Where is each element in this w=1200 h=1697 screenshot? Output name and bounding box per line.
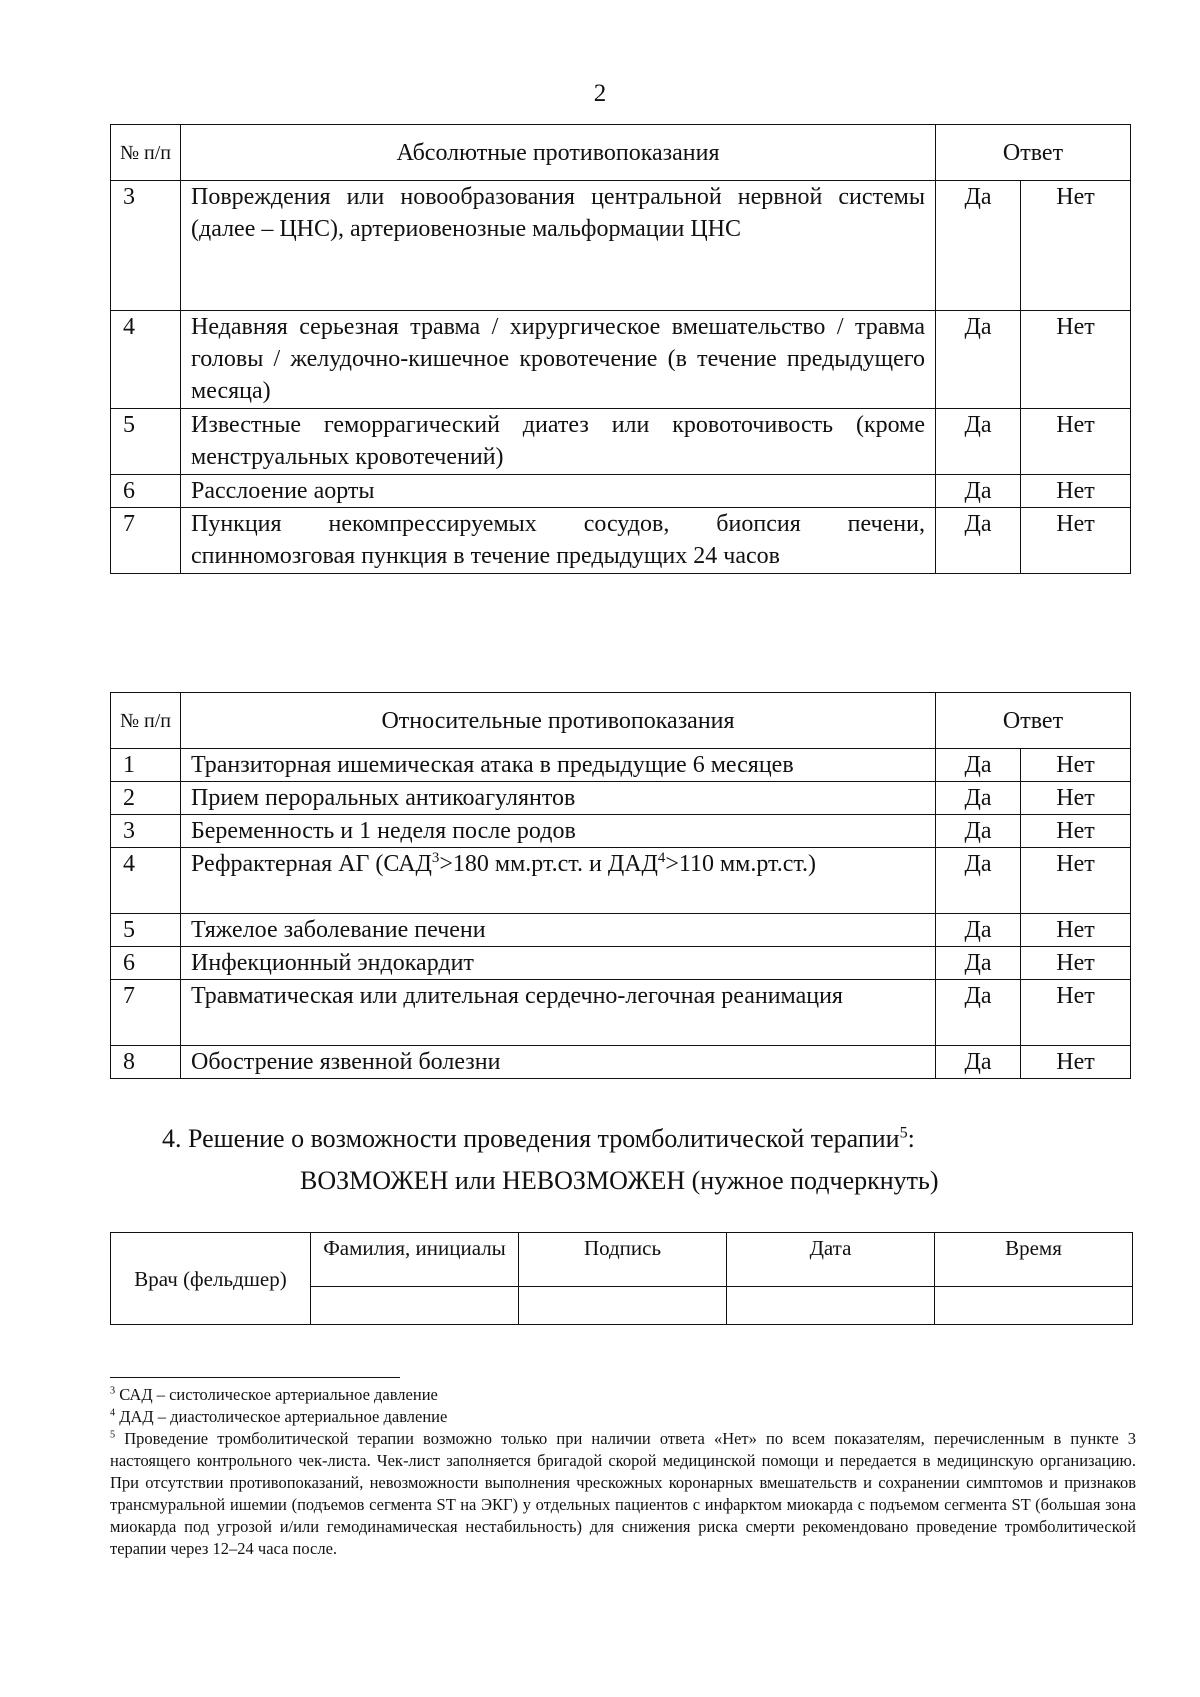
answer-yes[interactable]: Да — [936, 749, 1021, 782]
table-row — [111, 815, 1131, 848]
header-answer: Ответ — [936, 125, 1131, 181]
column-name: Фамилия, инициалы — [311, 1233, 519, 1287]
decision-heading: 4. Решение о возможности проведения тромболитической терапии$^5$: — [162, 1124, 915, 1153]
row-text: Расслоение аорты — [181, 475, 936, 508]
answer-no[interactable]: Нет — [1021, 508, 1131, 574]
row-text: Недавняя серьезная травма / хирургическое вмешательство / травма головы / желудочно-кишечное кровотечение (в течение предыдущего месяца) — [181, 311, 936, 409]
table-row — [111, 749, 1131, 782]
table-row — [111, 475, 1131, 508]
footnote: $^5$ Проведение тромболитической терапии возможно только при наличии ответа «Нет» по всем показателям, перечисленным в пункте 3 настоящего контрольного чек-листа. Чек-лист заполняется бригадой скорой медицинской помощи и передается в медицинскую организацию. При отсутствии противопоказаний, невозможности выполнения чрескожных коронарных вмешательств и сохранении симптомов и признаков трансмуральной ишемии (подъемов сегмента ST на ЭКГ) у отдельных пациентов с инфарктом миокарда с подъемом сегмента ST (большая зона миокарда под угрозой и/или гемодинамическая нестабильность) для снижения риска смерти рекомендовано проведение тромболитической терапии через 12–24 часа после. — [110, 1429, 1136, 1558]
footnotes — [110, 1384, 1136, 1560]
header-title: Относительные противопоказания — [181, 693, 936, 749]
footnote-divider — [110, 1377, 400, 1378]
row-text: Обострение язвенной болезни — [181, 1046, 936, 1079]
answer-yes[interactable]: Да — [936, 475, 1021, 508]
table-row — [111, 947, 1131, 980]
row-number: 6 — [111, 475, 181, 508]
table-row — [111, 311, 1131, 409]
table-row — [111, 848, 1131, 914]
row-text: Транзиторная ишемическая атака в предыдущие 6 месяцев — [181, 749, 936, 782]
row-text: Рефрактерная АГ ($САД^3>180$ мм.рт.ст. и $ДАД^4>110$ мм.рт.ст.) — [181, 848, 936, 914]
date-field[interactable] — [727, 1287, 935, 1325]
row-number: 2 — [111, 782, 181, 815]
row-text: Прием пероральных антикоагулянтов — [181, 782, 936, 815]
row-text: Инфекционный эндокардит — [181, 947, 936, 980]
answer-yes[interactable]: Да — [936, 815, 1021, 848]
column-time: Время — [935, 1233, 1133, 1287]
answer-no[interactable]: Нет — [1021, 409, 1131, 475]
answer-yes[interactable]: Да — [936, 848, 1021, 914]
footnote: $^3$ САД – систолическое артериальное давление — [110, 1385, 438, 1404]
signature-table — [110, 1232, 1133, 1325]
header-title: Абсолютные противопоказания — [181, 125, 936, 181]
answer-no[interactable]: Нет — [1021, 980, 1131, 1046]
answer-yes[interactable]: Да — [936, 181, 1021, 311]
answer-yes[interactable]: Да — [936, 508, 1021, 574]
header-answer: Ответ — [936, 693, 1131, 749]
row-number: 5 — [111, 409, 181, 475]
decision-options[interactable]: ВОЗМОЖЕН или НЕВОЗМОЖЕН (нужное подчеркнуть) — [300, 1166, 939, 1195]
row-number: 7 — [111, 980, 181, 1046]
name-field[interactable] — [311, 1287, 519, 1325]
table-row — [111, 1046, 1131, 1079]
column-signature: Подпись — [519, 1233, 727, 1287]
answer-no[interactable]: Нет — [1021, 782, 1131, 815]
row-number: 4 — [111, 311, 181, 409]
row-text: Повреждения или новообразования центральной нервной системы (далее – ЦНС), артериовенозные мальформации ЦНС — [181, 181, 936, 311]
row-number: 3 — [111, 815, 181, 848]
row-text: Известные геморрагический диатез или кровоточивость (кроме менструальных кровотечений) — [181, 409, 936, 475]
row-text: Пункция некомпрессируемых сосудов, биопсия печени, спинномозговая пункция в течение предыдущих 24 часов — [181, 508, 936, 574]
table-row — [111, 980, 1131, 1046]
page-number: 2 — [593, 80, 607, 107]
answer-yes[interactable]: Да — [936, 409, 1021, 475]
decision-section — [0, 1118, 1200, 1202]
row-number: 8 — [111, 1046, 181, 1079]
header-number: № п/п — [111, 693, 181, 749]
table-row — [111, 914, 1131, 947]
row-number: 6 — [111, 947, 181, 980]
row-number: 3 — [111, 181, 181, 311]
answer-no[interactable]: Нет — [1021, 311, 1131, 409]
row-text: Тяжелое заболевание печени — [181, 914, 936, 947]
time-field[interactable] — [935, 1287, 1133, 1325]
answer-no[interactable]: Нет — [1021, 815, 1131, 848]
answer-no[interactable]: Нет — [1021, 947, 1131, 980]
table-row — [111, 508, 1131, 574]
answer-yes[interactable]: Да — [936, 914, 1021, 947]
answer-yes[interactable]: Да — [936, 980, 1021, 1046]
footnote: $^4$ ДАД – диастолическое артериальное давление — [110, 1407, 448, 1426]
column-date: Дата — [727, 1233, 935, 1287]
answer-no[interactable]: Нет — [1021, 1046, 1131, 1079]
role-label: Врач (фельдшер) — [111, 1233, 311, 1325]
answer-yes[interactable]: Да — [936, 1046, 1021, 1079]
signature-field[interactable] — [519, 1287, 727, 1325]
table-row — [111, 782, 1131, 815]
row-number: 5 — [111, 914, 181, 947]
relative-contraindications-table — [110, 692, 1131, 1079]
row-number: 7 — [111, 508, 181, 574]
answer-no[interactable]: Нет — [1021, 914, 1131, 947]
absolute-contraindications-table — [110, 124, 1131, 574]
answer-no[interactable]: Нет — [1021, 181, 1131, 311]
answer-no[interactable]: Нет — [1021, 848, 1131, 914]
answer-yes[interactable]: Да — [936, 311, 1021, 409]
table-row — [111, 409, 1131, 475]
answer-yes[interactable]: Да — [936, 782, 1021, 815]
header-number: № п/п — [111, 125, 181, 181]
answer-no[interactable]: Нет — [1021, 749, 1131, 782]
answer-no[interactable]: Нет — [1021, 475, 1131, 508]
table-row — [111, 181, 1131, 311]
row-text: Травматическая или длительная сердечно-легочная реанимация — [181, 980, 936, 1046]
row-text: Беременность и 1 неделя после родов — [181, 815, 936, 848]
answer-yes[interactable]: Да — [936, 947, 1021, 980]
row-number: 1 — [111, 749, 181, 782]
row-number: 4 — [111, 848, 181, 914]
